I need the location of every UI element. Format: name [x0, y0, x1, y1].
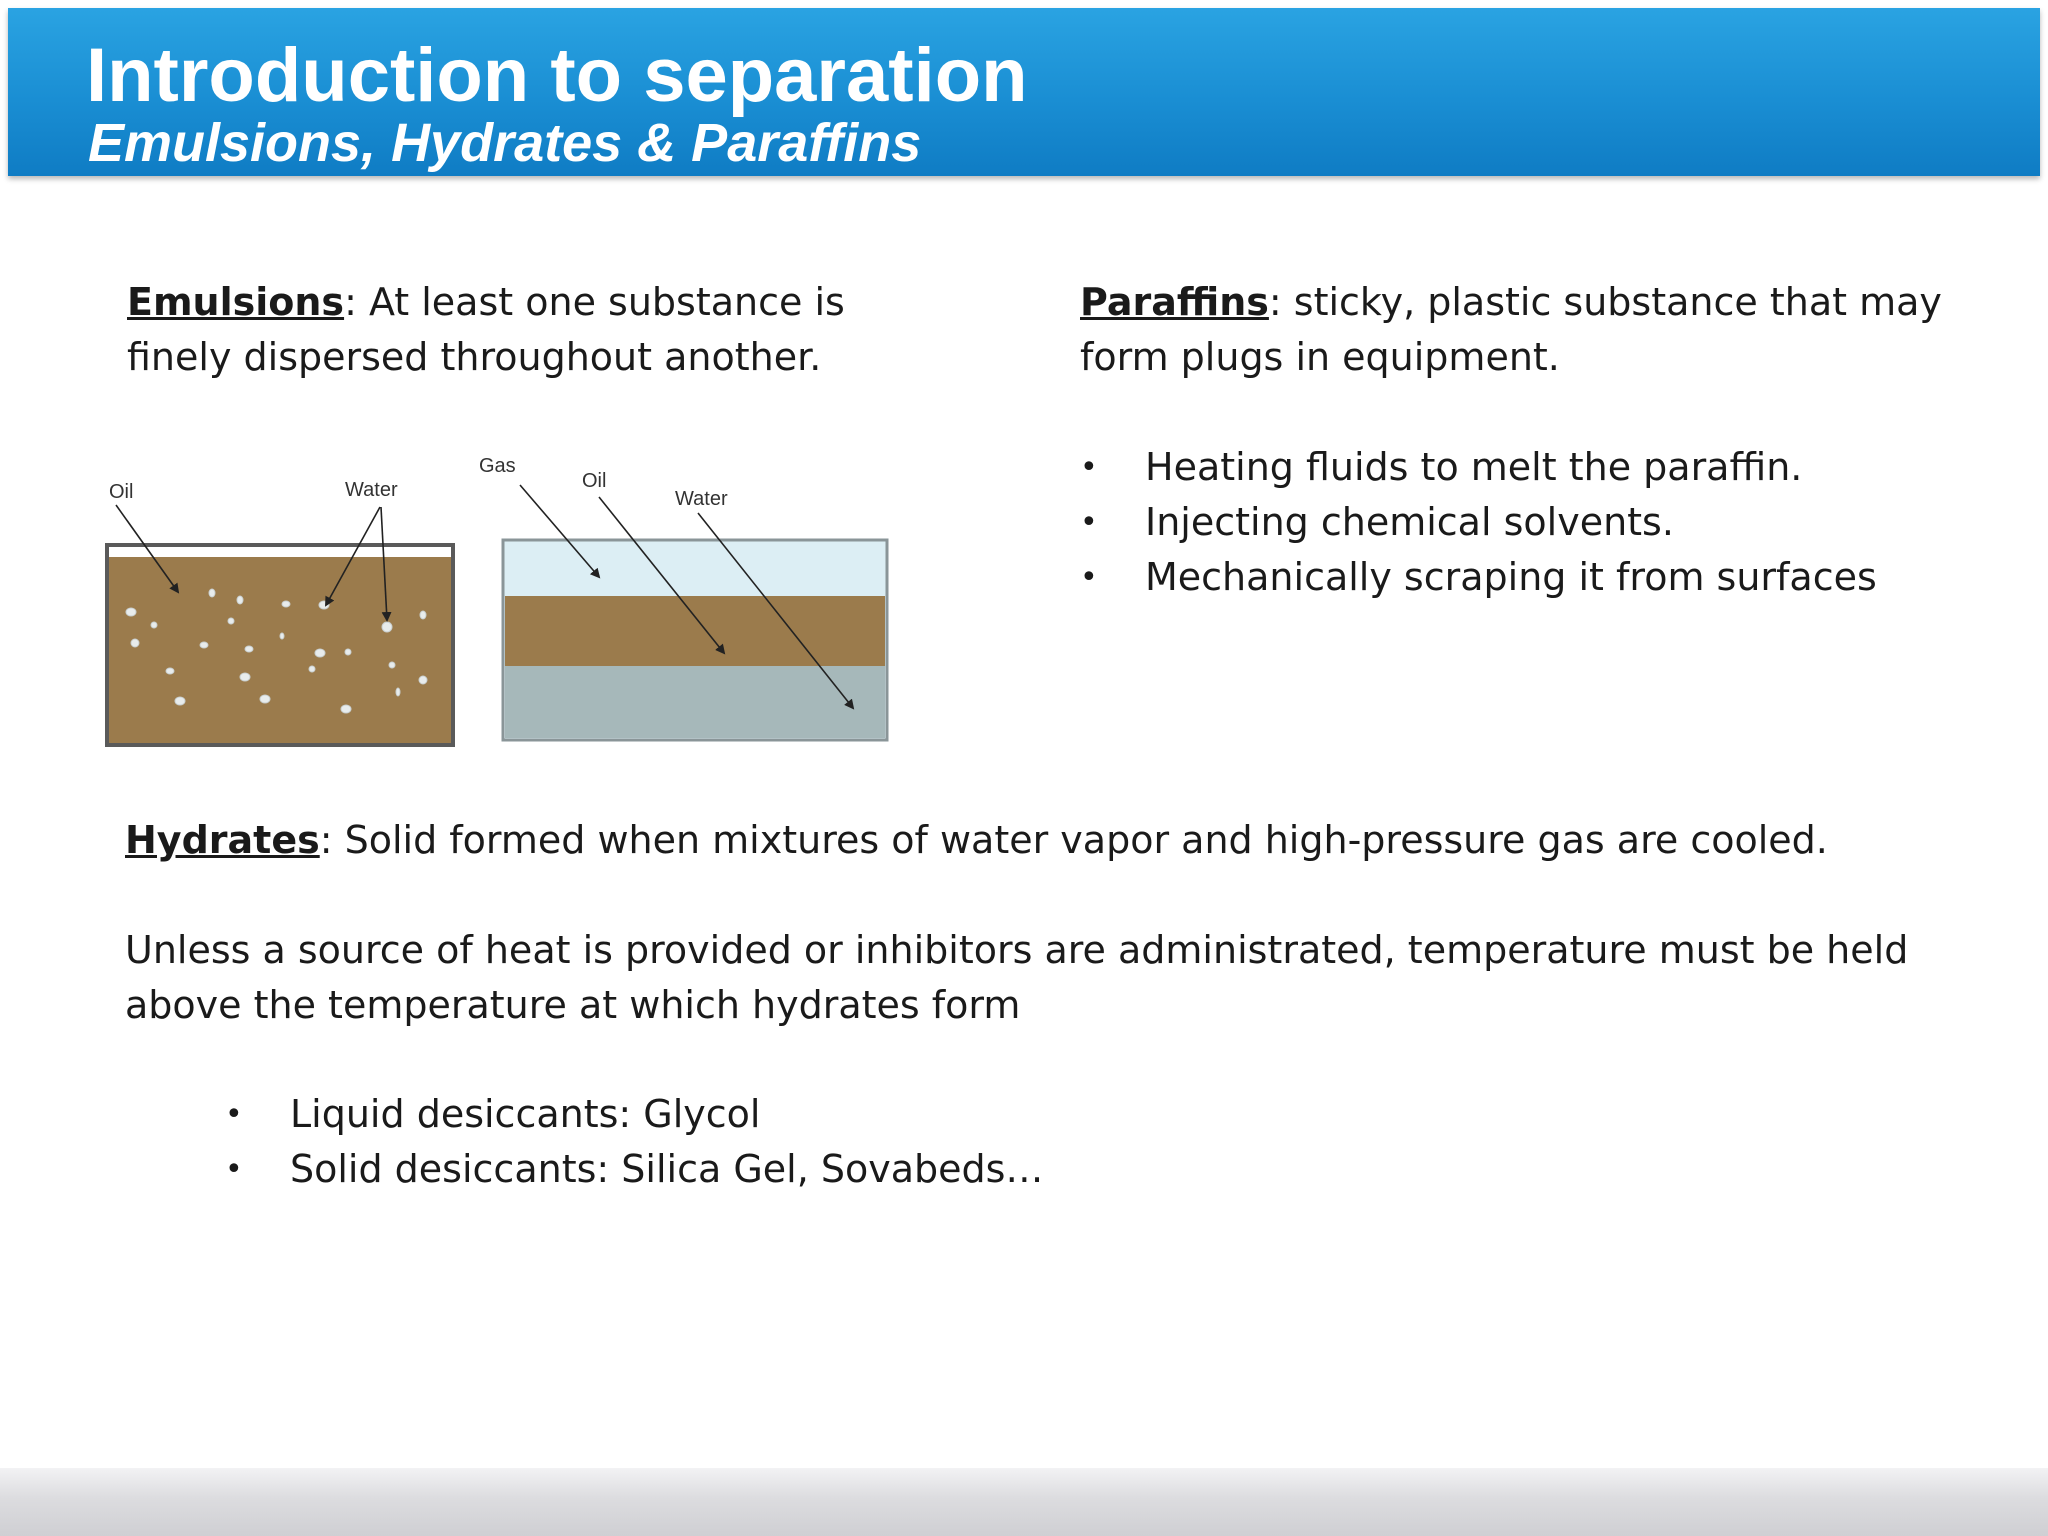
list-item: [1080, 495, 1980, 550]
hydrates-definition: [125, 813, 2025, 868]
paraffins-text: : sticky, plastic substance that may form plugs in equipment.: [1080, 280, 1942, 379]
list-item: [225, 1142, 1125, 1197]
slide-subtitle: Emulsions, Hydrates & Paraffins: [88, 113, 922, 173]
emulsions-term: Emulsions: [127, 280, 345, 324]
emulsion-oil-fill: [109, 557, 451, 743]
title-banner: [8, 8, 2040, 176]
emulsion-oil-label: Oil: [109, 481, 134, 503]
hydrates-bullet-2: Solid desiccants: Silica Gel, Sovabeds…: [290, 1147, 1044, 1191]
emulsion-water-label: Water: [345, 479, 398, 501]
separated-water-label: Water: [675, 488, 728, 510]
list-item: [1080, 440, 1980, 495]
separated-oil-label: Oil: [582, 470, 607, 492]
bullet-icon: •: [1080, 450, 1098, 485]
emulsion-diagram: [100, 445, 900, 785]
hydrates-note: Unless a source of heat is provided or inhibitors are administrated, temperature must be held above the temperature at which hydrates form: [125, 928, 1909, 1027]
bullet-icon: •: [1080, 505, 1098, 540]
paraffins-bullet-2: Injecting chemical solvents.: [1145, 500, 1674, 544]
oil-layer: [505, 596, 885, 666]
paraffins-bullet-list: [1080, 440, 1980, 605]
hydrates-bullet-1: Liquid desiccants: Glycol: [290, 1092, 761, 1136]
paraffins-bullet-1: Heating fluids to melt the paraffin.: [1145, 445, 1803, 489]
hydrates-text: : Solid formed when mixtures of water vapor and high-pressure gas are cooled.: [319, 818, 1828, 862]
separated-tank: [479, 455, 887, 740]
hydrates-bullet-list: [225, 1087, 1125, 1197]
footer-band: [0, 1468, 2048, 1536]
paraffins-term: Paraffins: [1080, 280, 1269, 324]
paraffins-bullet-3: Mechanically scraping it from surfaces: [1145, 555, 1877, 599]
bullet-icon: •: [1080, 560, 1098, 595]
paraffins-definition: [1080, 275, 1960, 385]
list-item: [1080, 550, 1980, 605]
bullet-icon: •: [225, 1097, 243, 1132]
emulsion-tank: [107, 479, 453, 745]
emulsions-text: : At least one substance is finely dispersed throughout another.: [127, 280, 845, 379]
separated-gas-label: Gas: [479, 455, 516, 477]
list-item: [225, 1087, 1125, 1142]
emulsions-definition: [127, 275, 947, 385]
hydrates-term: Hydrates: [125, 818, 320, 862]
slide-title: Introduction to separation: [86, 33, 1028, 118]
bullet-icon: •: [225, 1152, 243, 1187]
